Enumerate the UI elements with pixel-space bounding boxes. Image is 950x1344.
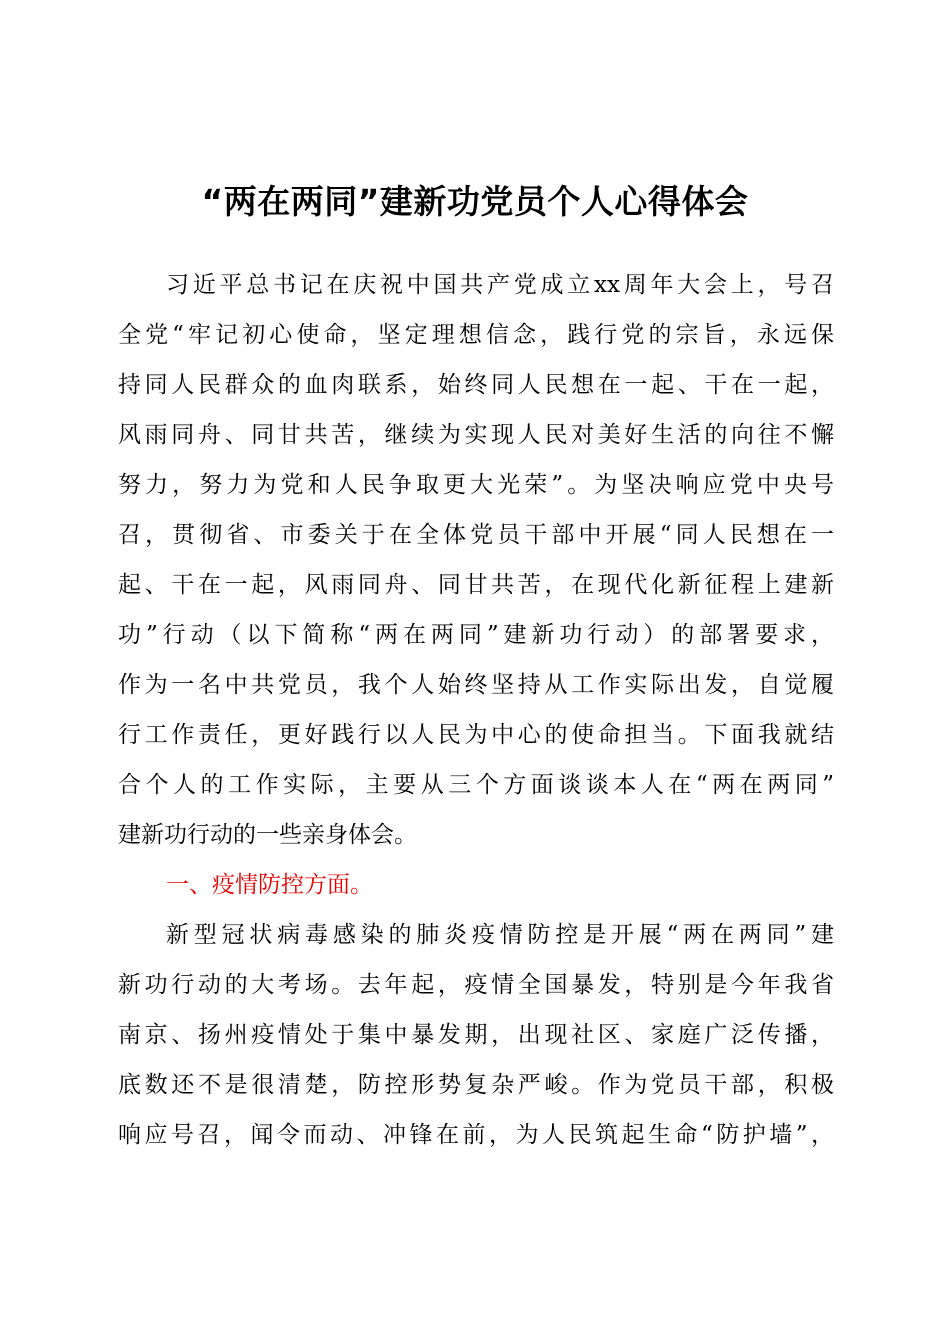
paragraph-line: 南京、扬州疫情处于集中暴发期，出现社区、家庭广泛传播， [118, 1022, 834, 1048]
paragraph-line: 全党“牢记初心使命，坚定理想信念，践行党的宗旨，永远保 [118, 322, 834, 348]
paragraph-line: 功”行动（以下简称“两在两同”建新功行动）的部署要求， [118, 622, 834, 648]
paragraph-line: 习近平总书记在庆祝中国共产党成立xx周年大会上，号召 [166, 272, 834, 298]
paragraph-line: 响应号召，闻令而动、冲锋在前，为人民筑起生命“防护墙”， [118, 1122, 834, 1148]
paragraph-line: 持同人民群众的血肉联系，始终同人民想在一起、干在一起， [118, 372, 834, 398]
paragraph-line: 风雨同舟、同甘共苦，继续为实现人民对美好生活的向往不懈 [118, 422, 834, 448]
paragraph-line: 作为一名中共党员，我个人始终坚持从工作实际出发，自觉履 [118, 672, 834, 698]
paragraph-line: 新功行动的大考场。去年起，疫情全国暴发，特别是今年我省 [118, 972, 834, 998]
section-heading: 一、疫情防控方面。 [166, 872, 373, 898]
paragraph-line: 合个人的工作实际，主要从三个方面谈谈本人在“两在两同” [118, 772, 834, 798]
paragraph-line: 建新功行动的一些亲身体会。 [118, 822, 417, 848]
paragraph-line: 新型冠状病毒感染的肺炎疫情防控是开展“两在两同”建 [166, 922, 834, 948]
paragraph-line: 行工作责任，更好践行以人民为中心的使命担当。下面我就结 [118, 722, 834, 748]
paragraph-line: 起、干在一起，风雨同舟、同甘共苦，在现代化新征程上建新 [118, 572, 834, 598]
paragraph-line: 召，贯彻省、市委关于在全体党员干部中开展“同人民想在一 [118, 522, 834, 548]
paragraph-line: 底数还不是很清楚，防控形势复杂严峻。作为党员干部，积极 [118, 1072, 834, 1098]
document-title: “两在两同”建新功党员个人心得体会 [201, 182, 749, 221]
paragraph-line: 努力，努力为党和人民争取更大光荣”。为坚决响应党中央号 [118, 472, 834, 498]
